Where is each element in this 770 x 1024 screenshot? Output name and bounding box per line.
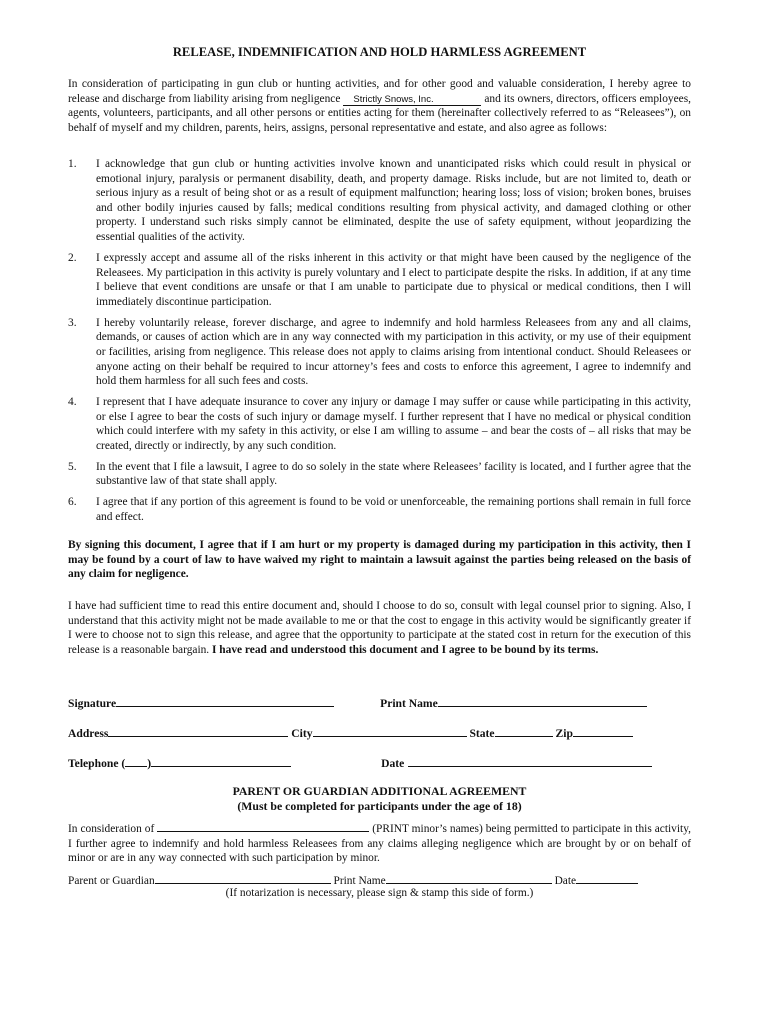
- item-text: I acknowledge that gun club or hunting activities involve known and unanticipated risks which could result in physical or emotional injury, paralysis or permanent disability, death, and property damage. Risks include, but are not limited to, death or serious injury as a result of being shot or as a result of equipment malfunction; hearing loss; loss of vision; broken bones, bruises and other bodily injuries caused by falls; medical conditions resulting from physical activity, and damaged clothing or other property. I understand such risks simply cannot be eliminated, despite the use of safety equipment, without jeopardizing the essential qualities of the activity.: [96, 158, 691, 243]
- telephone-row: [68, 755, 652, 772]
- print-name-field[interactable]: [438, 695, 647, 707]
- item-text: In the event that I file a lawsuit, I agree to do so solely in the state where Releasees’ facility is located, and I further agree that the substantive law of that state shall apply.: [96, 460, 691, 488]
- parent-guardian-field[interactable]: [155, 872, 331, 884]
- parent-guardian-label: Parent or Guardian: [68, 875, 155, 887]
- zip-field[interactable]: [573, 725, 633, 737]
- city-field[interactable]: [313, 725, 467, 737]
- item-number: 2.: [68, 251, 77, 264]
- date-field[interactable]: [408, 755, 652, 767]
- item-number: 3.: [68, 316, 77, 329]
- item-text: I expressly accept and assume all of the risks inherent in this activity or that might have been caused by the negligence of the Releasees. My participation in this activity is purely voluntary and I elect to participate despite the risks. In addition, if at any time I believe that event conditions are unsafe or that I am unable to participate due to physical or medical conditions, then I will immediately discontinue participation.: [96, 251, 691, 308]
- item-number: 1.: [68, 158, 77, 170]
- list-item: [68, 316, 691, 389]
- print-name-label: Print Name: [380, 697, 438, 710]
- notarization-note: (If notarization is necessary, please sign & stamp this side of form.): [225, 887, 534, 899]
- guardian-print-name-field[interactable]: [386, 872, 552, 884]
- list-item: [68, 395, 691, 453]
- intro-text-after: and its owners, directors, officers employees, agents, volunteers, participants, and all other persons or entities acting for them (hereinafter collectively referred to as “Releasees”), on behalf of myself and my children, parents, heirs, assigns, personal representative and estate, and also agree as follows:: [68, 92, 691, 134]
- list-item: [68, 495, 691, 524]
- signature-row: [68, 695, 647, 712]
- guardian-text-before: In consideration of: [68, 823, 158, 835]
- releasee-name-field[interactable]: Strictly Snows, Inc.: [343, 94, 481, 106]
- list-item: [68, 157, 691, 245]
- area-code-field[interactable]: [125, 755, 147, 767]
- guardian-print-name-label: Print Name: [330, 875, 386, 887]
- acknowledgement-paragraph: [68, 599, 691, 657]
- state-field[interactable]: [495, 725, 553, 737]
- acknowledgement-bold: I have read and understood this document and I agree to be bound by its terms.: [212, 643, 599, 656]
- date-label: Date: [381, 757, 405, 770]
- item-text: I represent that I have adequate insurance to cover any injury or damage I may suffer or cause while participating in this activity, or else I agree to bear the costs of such injury or damage myself. I further represent that I have no medical or physical condition which could interfere with my safety in this activity, or else I am willing to assume – and bear the costs of – all risks that may be created, directly or indirectly, by any such condition.: [96, 396, 691, 452]
- minor-names-field[interactable]: [157, 820, 369, 832]
- intro-text-before: In consideration of participating in gun club or hunting activities, and for other good and valuable consideration, I hereby agree to release and discharge from liability arising from negligence: [68, 78, 691, 105]
- guardian-paragraph: [68, 820, 691, 866]
- intro-paragraph: [68, 77, 691, 135]
- signature-field[interactable]: [116, 695, 334, 707]
- telephone-label: Telephone (: [68, 757, 126, 770]
- guardian-date-field[interactable]: [576, 872, 638, 884]
- waiver-statement: By signing this document, I agree that if I am hurt or my property is damaged during my participation in this activity, then I may be found by a court of law to have waived my right to maintain a lawsuit against the parties being released on the basis of any claim for negligence.: [68, 539, 691, 581]
- item-number: 4.: [68, 396, 77, 409]
- address-label: Address: [68, 727, 109, 740]
- telephone-close: ): [147, 757, 152, 770]
- telephone-field[interactable]: [151, 755, 291, 767]
- guardian-heading: [68, 784, 691, 813]
- list-item: [68, 251, 691, 309]
- state-label: State: [469, 727, 495, 740]
- address-field[interactable]: [108, 725, 288, 737]
- item-text: I agree that if any portion of this agreement is found to be void or unenforceable, the remaining portions shall remain in full force and effect.: [96, 496, 691, 524]
- city-label: City: [291, 727, 313, 740]
- address-row: [68, 725, 633, 742]
- guardian-subtitle: (Must be completed for participants under the age of 18): [237, 798, 522, 813]
- zip-label: Zip: [555, 727, 573, 740]
- guardian-title: PARENT OR GUARDIAN ADDITIONAL AGREEMENT: [232, 784, 527, 798]
- guardian-text-after: (PRINT minor’s names) being permitted to participate in this activity, I further agree to indemnify and hold harmless Releasees from any claims alleging negligence which are brought by or on behalf of minor or are in any way connected with such participation by minor.: [68, 823, 692, 865]
- document-title: RELEASE, INDEMNIFICATION AND HOLD HARMLESS AGREEMENT: [172, 45, 587, 59]
- item-number: 5.: [68, 460, 77, 473]
- guardian-date-label: Date: [551, 875, 577, 887]
- acknowledgement-text: I have had sufficient time to read this entire document and, should I choose to do so, consult with legal counsel prior to signing. Also, I understand that this activity might not be made available to me or that the cost to engage in this activity would be significantly greater if I were to choose not to sign this release, and agree that the opportunity to participate at the stated cost in return for the execution of this release is a reasonable bargain.: [68, 600, 691, 656]
- item-number: 6.: [68, 496, 77, 509]
- item-text: I hereby voluntarily release, forever discharge, and agree to indemnify and hold harmless Releasees from any and all claims, demands, or causes of action which are in any way connected with my participation in this activity, or my use of their equipment or facilities, arising from negligence. This release does not apply to claims arising from intentional conduct. Should Releasees or anyone acting on their behalf be required to incur attorney’s fees and costs to enforce this agreement, I agree to indemnify and hold them harmless for all such fees and costs.: [96, 316, 691, 388]
- signature-label: Signature: [68, 697, 117, 710]
- terms-list: [68, 157, 691, 531]
- list-item: [68, 460, 691, 489]
